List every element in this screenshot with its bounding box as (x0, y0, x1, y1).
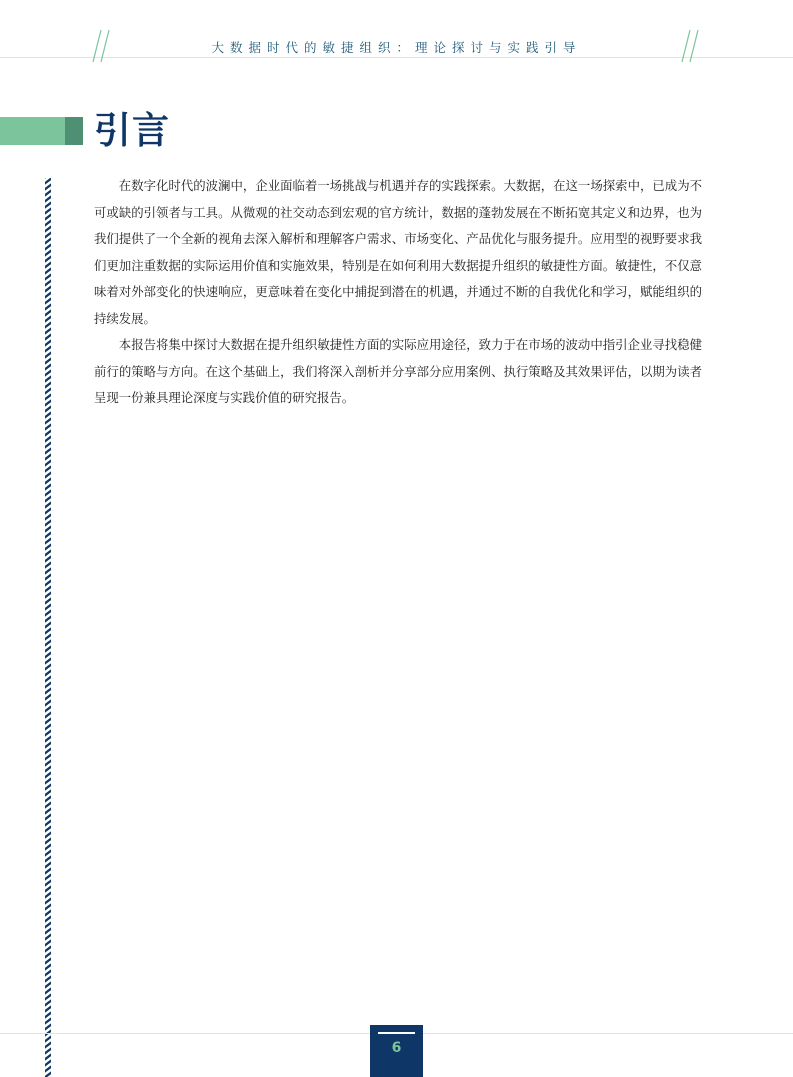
title-accent-bar (0, 117, 65, 145)
page-number-rule (378, 1032, 415, 1034)
double-slash-right-icon (678, 29, 702, 63)
double-slash-left-icon (92, 29, 116, 63)
running-header-title: 大数据时代的敏捷组织：理论探讨与实践引导 (211, 40, 582, 55)
page-number: 6 (391, 1040, 402, 1056)
decorative-rope-border (44, 178, 52, 1077)
paragraph: 本报告将集中探讨大数据在提升组织敏捷性方面的实际应用途径，致力于在市场的波动中指引企业寻找稳健前行的策略与方向。在这个基础上，我们将深入剖析并分享部分应用案例、执行策略及其效果评估，以期为读者呈现一份兼具理论深度与实践价值的研究报告。 (94, 337, 702, 405)
paragraph: 在数字化时代的波澜中，企业面临着一场挑战与机遇并存的实践探索。大数据，在这一场探索中，已成为不可或缺的引领者与工具。从微观的社交动态到宏观的官方统计，数据的蓬勃发展在不断拓宽其定义和边界，也为我们提供了一个全新的视角去深入解析和理解客户需求、市场变化、产品优化与服务提升。应用型的视野要求我们更加注重数据的实际运用价值和实施效果，特别是在如何利用大数据提升组织的敏捷性方面。敏捷性，不仅意味着对外部变化的快速响应，更意味着在变化中捕捉到潜在的机遇，并通过不断的自我优化和学习，赋能组织的持续发展。 (94, 178, 702, 326)
body-text (94, 173, 702, 412)
title-accent-block (65, 117, 83, 145)
section-title: 引言 (94, 109, 170, 152)
header-divider (0, 57, 793, 58)
